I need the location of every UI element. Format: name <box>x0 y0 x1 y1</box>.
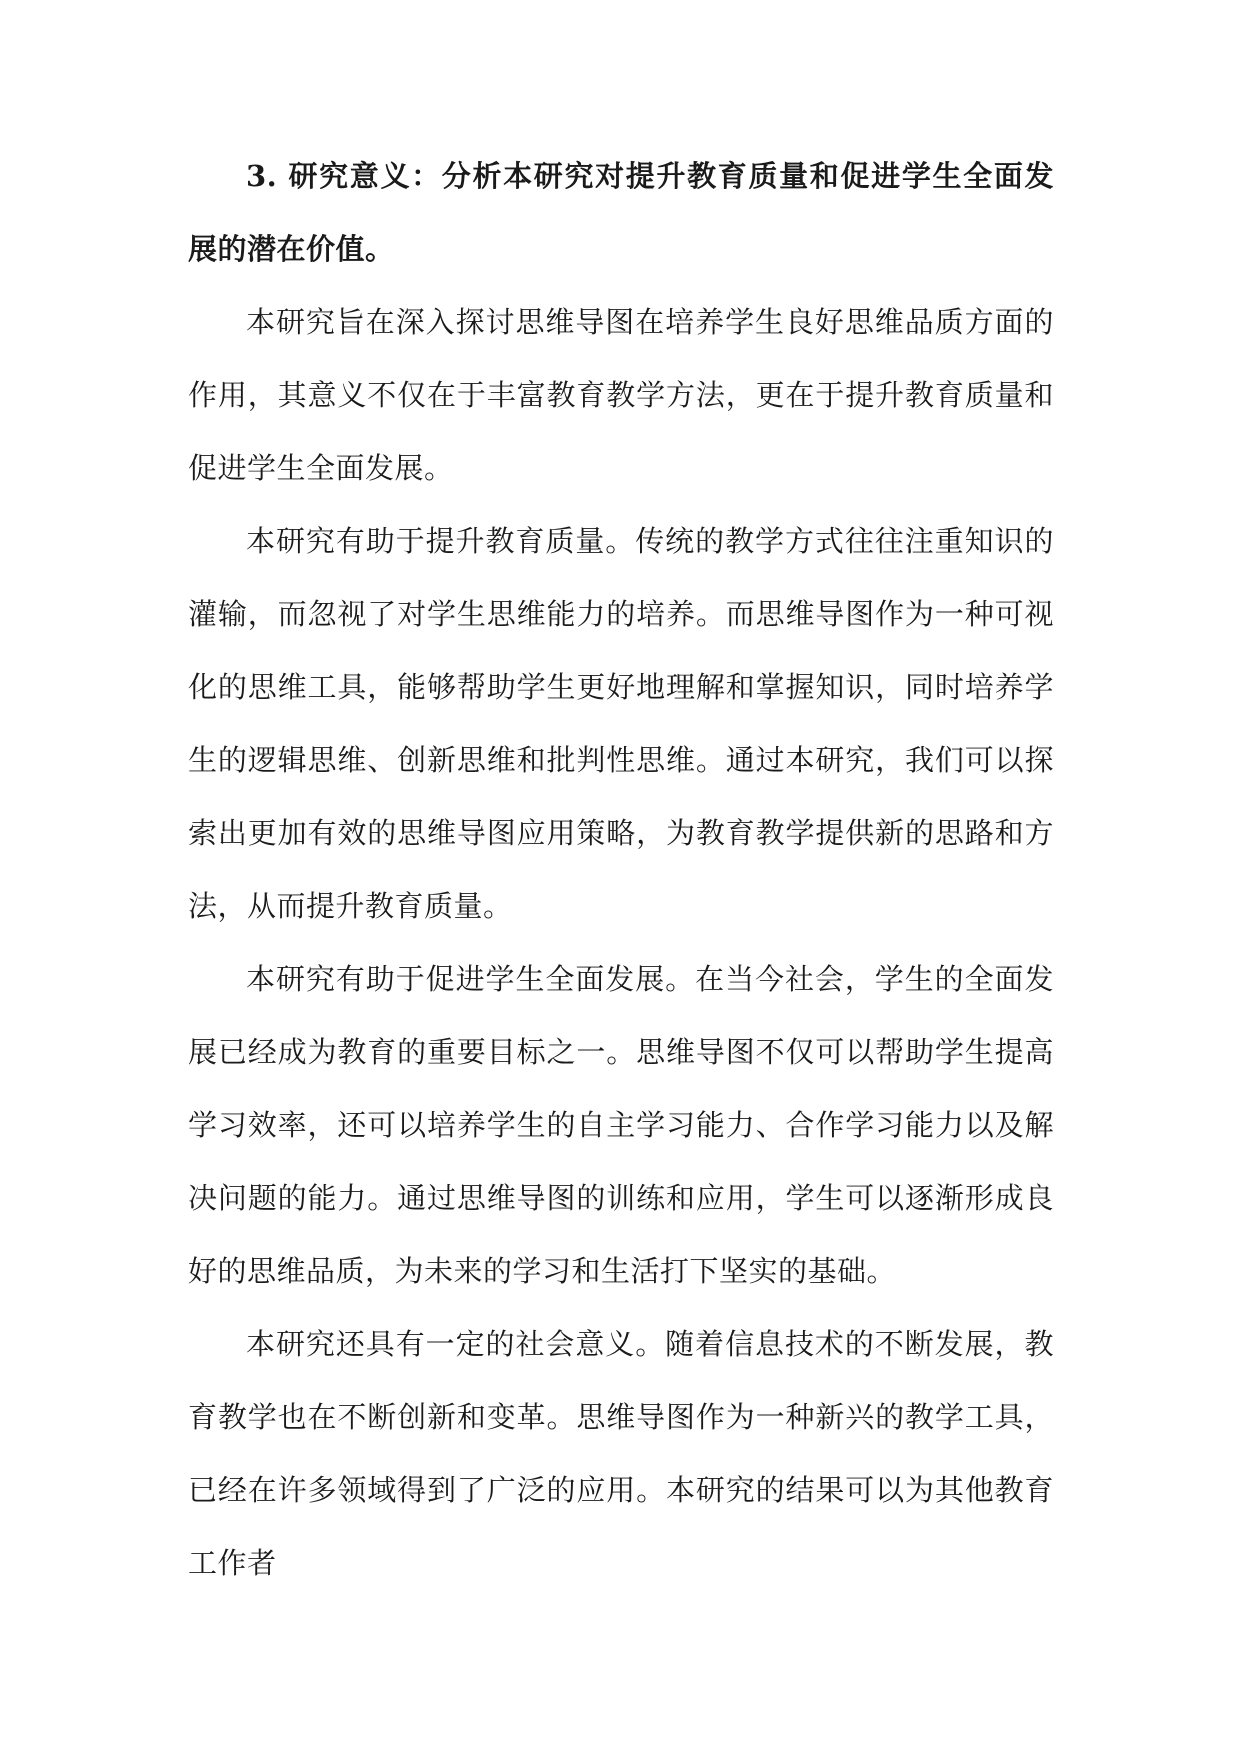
section-heading-text: 研究意义：分析本研究对提升教育质量和促进学生全面发展的潜在价值。 <box>188 159 1054 266</box>
paragraph-education-quality: 本研究有助于提升教育质量。传统的教学方式往往注重知识的灌输，而忽视了对学生思维能力的培养。而思维导图作为一种可视化的思维工具，能够帮助学生更好地理解和掌握知识，同时培养学生的逻辑思维、创新思维和批判性思维。通过本研究，我们可以探索出更加有效的思维导图应用策略，为教育教学提供新的思路和方法，从而提升教育质量。 <box>188 524 1054 923</box>
paragraph-intro: 本研究旨在深入探讨思维导图在培养学生良好思维品质方面的作用，其意义不仅在于丰富教育教学方法，更在于提升教育质量和促进学生全面发展。 <box>188 305 1054 485</box>
page-content <box>188 140 1054 1600</box>
paragraph-social-significance: 本研究还具有一定的社会意义。随着信息技术的不断发展，教育教学也在不断创新和变革。思维导图作为一种新兴的教学工具，已经在许多领域得到了广泛的应用。本研究的结果可以为其他教育工作者 <box>188 1327 1054 1580</box>
section-heading <box>188 140 1054 286</box>
paragraph-student-development: 本研究有助于促进学生全面发展。在当今社会，学生的全面发展已经成为教育的重要目标之一。思维导图不仅可以帮助学生提高学习效率，还可以培养学生的自主学习能力、合作学习能力以及解决问题的能力。通过思维导图的训练和应用，学生可以逐渐形成良好的思维品质，为未来的学习和生活打下坚实的基础。 <box>188 962 1054 1288</box>
section-number: 3. <box>246 159 278 193</box>
